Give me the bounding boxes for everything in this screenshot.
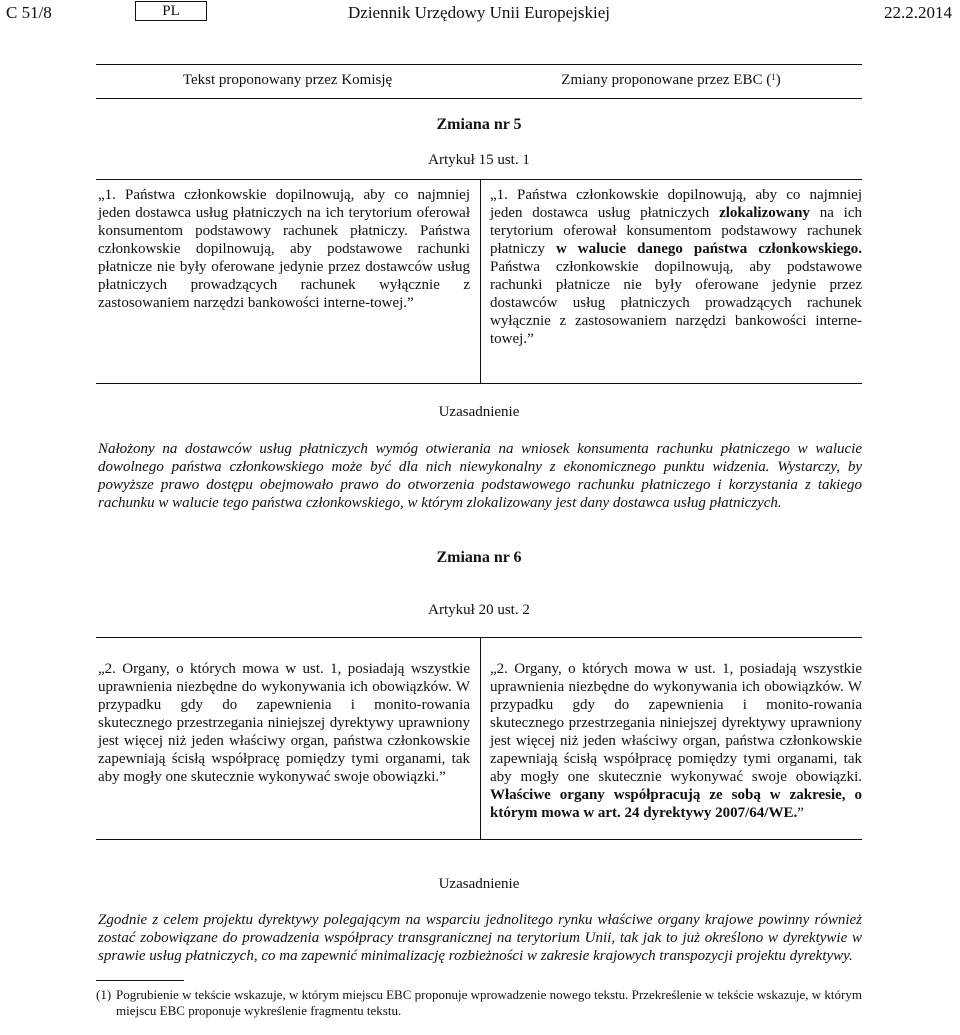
ecb-text [490,660,862,822]
amendment-title: Zmiana nr 5 [436,116,522,133]
column-divider [480,179,481,383]
commission-text [98,660,470,786]
ecb-paragraph: „2. Organy, o których mowa w ust. 1, posiadają wszystkie uprawnienia niezbędne do wykonywania ich obowiązków. W przypadku gdy do zapewnienia i monito-rowania skutecznego przestrzegania niniejszej dyrektywy uprawniony jest więcej niż jeden właściwy organ, państwa członkowskie zapewniają ścisłą współpracę pomiędzy tymi organami, tak aby mogły one skutecznie wykonywać swoje obowiązki. Właściwe organy współpracują ze sobą w zakresie, o którym mowa w art. 24 dyrektywy 2007/64/WE.” [490,661,862,821]
section-rule [96,839,862,840]
page-number: C 51/8 [6,3,52,22]
justification-text: Zgodnie z celem projektu dyrektywy polegającym na wsparciu jednolitego rynku właściwe organy krajowe powinny również zostać zobowiązane do prowadzenia współpracy transgranicznej na terytorium Unii, tak jak to już określono w dyrektywie w sprawie usług płatniczych, co ma zapewnić minimalizację rozbieżności w zakresie krajowych transpozycji projektu dyrektywy. [98,912,862,964]
section-rule [96,179,862,180]
column-header-right: Zmiany proponowane przez EBC ($^1$) [561,72,781,88]
article-reference: Artykuł 15 ust. 1 [428,152,530,168]
inserted-text: Właściwe organy współpracują ze sobą w zakresie, o którym mowa w art. 24 dyrektywy 2007/64/WE. [490,787,862,821]
table-top-rule [96,64,862,65]
justification-label: Uzasadnienie [438,404,520,420]
footnote-separator [96,980,184,981]
column-divider [480,637,481,839]
justification-text: Nałożony na dostawców usług płatniczych wymóg otwierania na wniosek konsumenta rachunku płatniczego w walucie dowolnego państwa członkowskiego może być dla nich niewykonalny z ekonomicznego punktu widzenia. Wystarczy, by powyższe prawo dostępu obejmowało prawo do otworzenia podstawowego rachunku płatniczego i korzystania z takiego rachunku w walucie tego państwa członkowskiego, w którym zlokalizowany jest dany dostawca usług płatniczych. [98,441,862,511]
footnote-text: Pogrubienie w tekście wskazuje, w którym miejscu EBC proponuje wprowadzenie nowego tekstu. Przekreślenie w tekście wskazuje, w którym miejscu EBC proponuje wykreślenie fragmentu tekstu. [116,987,862,1018]
section-rule [96,383,862,384]
inserted-text: zlokalizowany [719,205,810,221]
commission-paragraph: „1. Państwa członkowskie dopilnowują, aby co najmniej jeden dostawca usług płatniczych na ich terytorium oferował konsumentom podstawowy rachunek płatniczy. Państwa członkowskie dopilnowują, aby podstawowe rachunki płatnicze nie były oferowane jedynie przez dostawców usług płatniczych prowadzących rachunek wyłącznie z zastosowaniem narzędzi bankowości interne-towej.” [98,187,470,311]
section-rule [96,637,862,638]
justification-label: Uzasadnienie [438,876,520,892]
journal-title: Dziennik Urzędowy Unii Europejskiej [348,3,611,22]
table-header-rule [96,98,862,99]
commission-paragraph: „2. Organy, o których mowa w ust. 1, posiadają wszystkie uprawnienia niezbędne do wykonywania ich obowiązków. W przypadku gdy do zapewnienia i monito-rowania skutecznego przestrzegania niniejszej dyrektywy uprawniony jest więcej niż jeden właściwy organ, państwa członkowskie zapewniają ścisłą współpracę pomiędzy tymi organami, tak aby mogły one skutecznie wykonywać swoje obowiązki.” [98,661,470,785]
column-header-left: Tekst proponowany przez Komisję [182,72,393,88]
inserted-text: w walucie danego państwa członkowskiego. [555,241,862,257]
language-badge: PL [135,1,207,21]
ecb-paragraph: „1. Państwa członkowskie dopilnowują, aby co najmniej jeden dostawca usług płatniczych zlokalizowany na ich terytorium oferował konsumentom podstawowy rachunek płatniczy w walucie danego państwa członkowskiego. Państwa członkowskie dopilnowują, aby podstawowe rachunki płatnicze nie były oferowane jedynie przez dostawców usług płatniczych prowadzących rachunek wyłącznie z zastosowaniem narzędzi bankowości interne-towej.” [490,187,862,347]
ecb-text [490,186,862,348]
commission-text [98,186,470,312]
issue-date: 22.2.2014 [884,3,952,22]
footnote-reference[interactable]: 1 [771,72,776,82]
footnote-marker: (1) [96,987,112,1002]
amendment-title: Zmiana nr 6 [436,549,522,566]
article-reference: Artykuł 20 ust. 2 [428,602,530,618]
